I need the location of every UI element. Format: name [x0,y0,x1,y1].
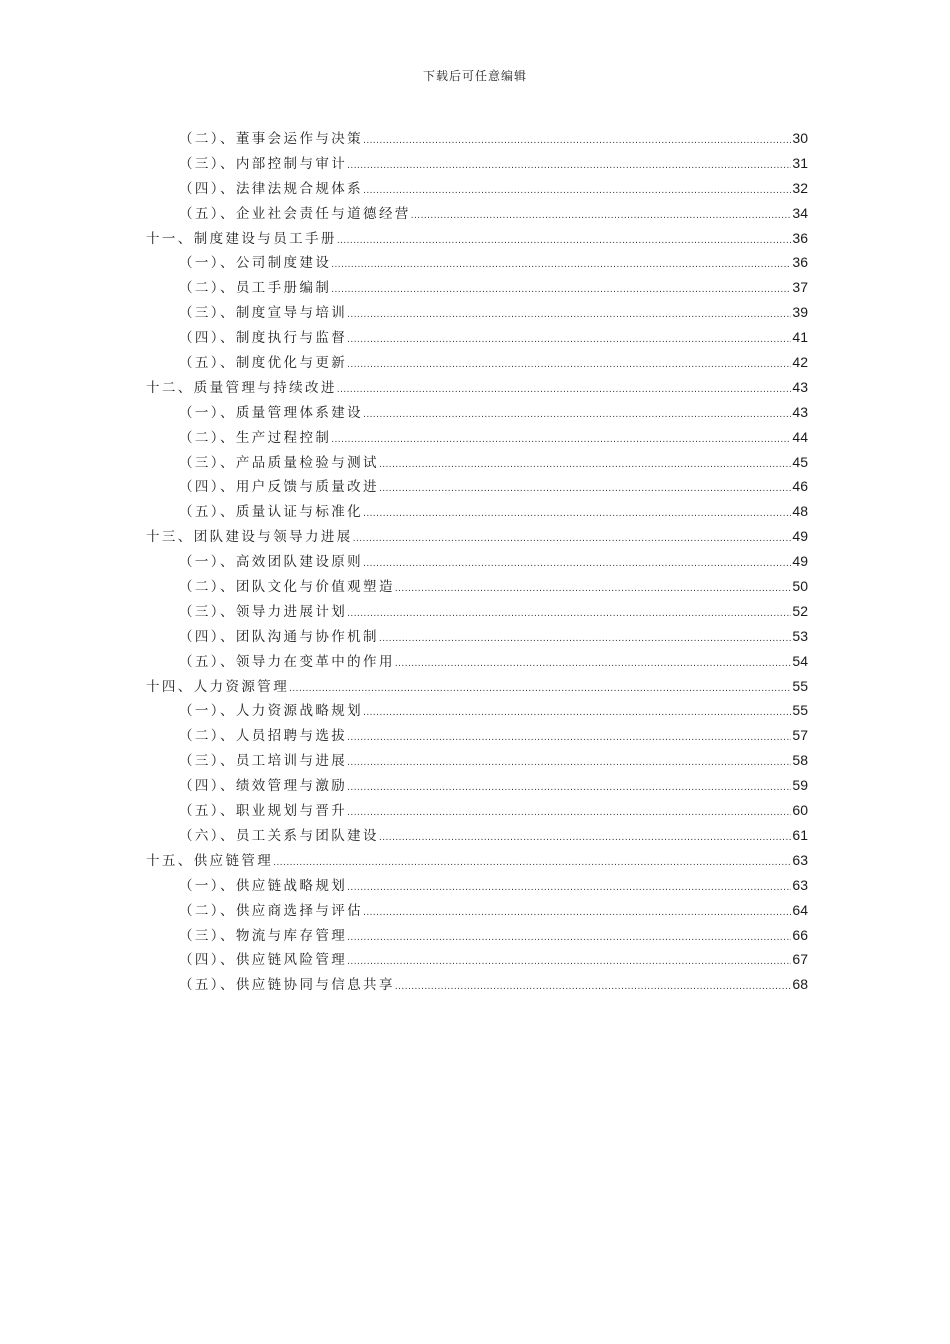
toc-entry-title: （一）、公司制度建设 [179,255,332,272]
toc-dot-leader [347,757,791,768]
toc-entry-title: （五）、企业社会责任与道德经营 [179,205,411,222]
toc-dot-leader [363,707,791,718]
toc-chapter-entry[interactable] [146,675,808,700]
toc-dot-leader [411,210,792,221]
toc-entry-title: （五）、供应链协同与信息共享 [179,977,395,994]
toc-page-number: 49 [792,553,808,570]
toc-chapter-entry[interactable] [146,525,808,550]
toc-entry-title: 十五、供应链管理 [146,852,274,869]
toc-page-number: 31 [792,154,808,171]
toc-page-number: 34 [792,204,808,221]
toc-dot-leader [379,459,791,470]
toc-entry-title: （五）、质量认证与标准化 [179,504,364,521]
toc-dot-leader [347,359,791,370]
toc-entry-title: 十三、团队建设与领导力进展 [146,529,353,546]
toc-dot-leader [347,732,791,743]
toc-dot-leader [379,832,791,843]
toc-entry-title: （五）、领导力在变革中的作用 [179,653,395,670]
toc-page-number: 55 [792,677,808,694]
toc-dot-leader [347,882,791,893]
toc-entry-title: 十二、质量管理与持续改进 [146,379,337,396]
toc-section-entry[interactable] [146,650,808,675]
toc-entry-title: （四）、用户反馈与质量改进 [179,479,379,496]
toc-page-number: 39 [792,304,808,321]
toc-section-entry[interactable] [146,774,808,799]
toc-dot-leader [289,683,791,694]
toc-page-number: 48 [792,503,808,520]
toc-dot-leader [379,633,791,644]
toc-page-number: 30 [792,130,808,146]
toc-section-entry[interactable] [146,699,808,724]
toc-page-number: 63 [792,876,808,893]
toc-section-entry[interactable] [146,401,808,426]
toc-entry-title: （二）、团队文化与价值观塑造 [179,579,395,596]
toc-entry-title: （四）、团队沟通与协作机制 [179,628,379,645]
toc-page-number: 53 [792,627,808,644]
toc-page-number: 36 [792,254,808,271]
toc-page-number: 41 [792,329,808,346]
toc-page-number: 43 [792,378,808,395]
toc-dot-leader [347,956,791,967]
toc-section-entry[interactable] [146,500,808,525]
toc-dot-leader [273,857,791,868]
toc-section-entry[interactable] [146,426,808,451]
toc-page-number: 64 [792,901,808,918]
toc-page-number: 59 [792,777,808,794]
toc-dot-leader [363,558,791,569]
toc-section-entry[interactable] [146,202,808,227]
toc-page-number: 67 [792,951,808,968]
toc-section-entry[interactable] [146,824,808,849]
toc-page-number: 45 [792,453,808,470]
toc-section-entry[interactable] [146,127,808,152]
toc-entry-title: （一）、人力资源战略规划 [179,703,364,720]
toc-entry-title: （二）、董事会运作与决策 [179,131,364,147]
toc-dot-leader [363,508,791,519]
toc-dot-leader [337,384,792,395]
toc-page-number: 55 [792,702,808,719]
toc-section-entry[interactable] [146,625,808,650]
toc-page-number: 58 [792,752,808,769]
toc-dot-leader [347,782,791,793]
toc-section-entry[interactable] [146,177,808,202]
toc-dot-leader [331,259,791,270]
toc-page-number: 43 [792,403,808,420]
toc-section-entry[interactable] [146,724,808,749]
toc-page-number: 32 [792,179,808,196]
toc-entry-title: （二）、员工手册编制 [179,280,332,297]
toc-section-entry[interactable] [146,948,808,973]
toc-dot-leader [395,981,792,992]
toc-page-number: 42 [792,354,808,371]
toc-dot-leader [337,235,792,246]
toc-page-number: 61 [792,826,808,843]
toc-dot-leader [363,135,791,146]
toc-page-number: 46 [792,478,808,495]
toc-entry-title: （三）、产品质量检验与测试 [179,454,379,471]
toc-dot-leader [331,434,791,445]
toc-dot-leader [379,483,791,494]
toc-dot-leader [347,932,791,943]
toc-dot-leader [363,185,791,196]
toc-dot-leader [363,907,791,918]
toc-section-entry[interactable] [146,451,808,476]
toc-page-number: 68 [792,976,808,993]
toc-section-entry[interactable] [146,276,808,301]
toc-dot-leader [347,334,791,345]
toc-section-entry[interactable] [146,799,808,824]
toc-chapter-entry[interactable] [146,227,808,252]
toc-entry-title: （一）、高效团队建设原则 [179,554,364,571]
toc-dot-leader [353,533,792,544]
toc-entry-title: （二）、生产过程控制 [179,429,332,446]
toc-entry-title: （五）、制度优化与更新 [179,355,348,372]
toc-page-number: 36 [792,229,808,246]
toc-section-entry[interactable] [146,749,808,774]
toc-dot-leader [347,807,791,818]
toc-entry-title: （六）、员工关系与团队建设 [179,827,379,844]
toc-entry-title: （二）、人员招聘与选拔 [179,728,348,745]
toc-dot-leader [331,284,791,295]
toc-section-entry[interactable] [146,550,808,575]
toc-section-entry[interactable] [146,600,808,625]
toc-entry-title: （四）、制度执行与监督 [179,330,348,347]
toc-dot-leader [347,309,791,320]
toc-section-entry[interactable] [146,326,808,351]
toc-entry-title: （一）、供应链战略规划 [179,877,348,894]
toc-section-entry[interactable] [146,973,808,998]
toc-entry-title: （三）、制度宣导与培训 [179,305,348,322]
toc-section-entry[interactable] [146,251,808,276]
toc-section-entry[interactable] [146,475,808,500]
toc-page-number: 60 [792,802,808,819]
page-header: 下载后可任意编辑 [422,69,527,83]
toc-section-entry[interactable] [146,351,808,376]
toc-page-number: 54 [792,652,808,669]
toc-section-entry[interactable] [146,575,808,600]
toc-entry-title: （三）、员工培训与进展 [179,753,348,770]
toc-section-entry[interactable] [146,924,808,949]
toc-dot-leader [347,608,791,619]
toc-dot-leader [395,658,792,669]
toc-section-entry[interactable] [146,899,808,924]
toc-dot-leader [363,409,791,420]
toc-entry-title: 十一、制度建设与员工手册 [146,230,337,247]
toc-entry-title: （五）、职业规划与晋升 [179,803,348,820]
toc-entry-title: （四）、法律法规合规体系 [179,180,364,197]
toc-entry-title: （二）、供应商选择与评估 [179,902,364,919]
toc-page-number: 57 [792,727,808,744]
toc-entry-title: （四）、绩效管理与激励 [179,778,348,795]
toc-page-number: 66 [792,926,808,943]
toc-section-entry[interactable] [146,152,808,177]
toc-section-entry[interactable] [146,874,808,899]
toc-entry-title: （一）、质量管理体系建设 [179,404,364,421]
toc-section-entry[interactable] [146,301,808,326]
table-of-contents [146,127,808,998]
toc-chapter-entry[interactable] [146,849,808,874]
toc-page-number: 52 [792,602,808,619]
toc-dot-leader [347,160,791,171]
toc-page-number: 49 [792,528,808,545]
toc-entry-title: （三）、领导力进展计划 [179,603,348,620]
toc-dot-leader [395,583,792,594]
toc-entry-title: 十四、人力资源管理 [146,678,290,695]
toc-page-number: 44 [792,428,808,445]
toc-entry-title: （三）、物流与库存管理 [179,927,348,944]
toc-entry-title: （三）、内部控制与审计 [179,155,348,172]
toc-page-number: 63 [792,851,808,868]
toc-entry-title: （四）、供应链风险管理 [179,952,348,969]
toc-page-number: 50 [792,578,808,595]
toc-page-number: 37 [792,279,808,296]
toc-chapter-entry[interactable] [146,376,808,401]
